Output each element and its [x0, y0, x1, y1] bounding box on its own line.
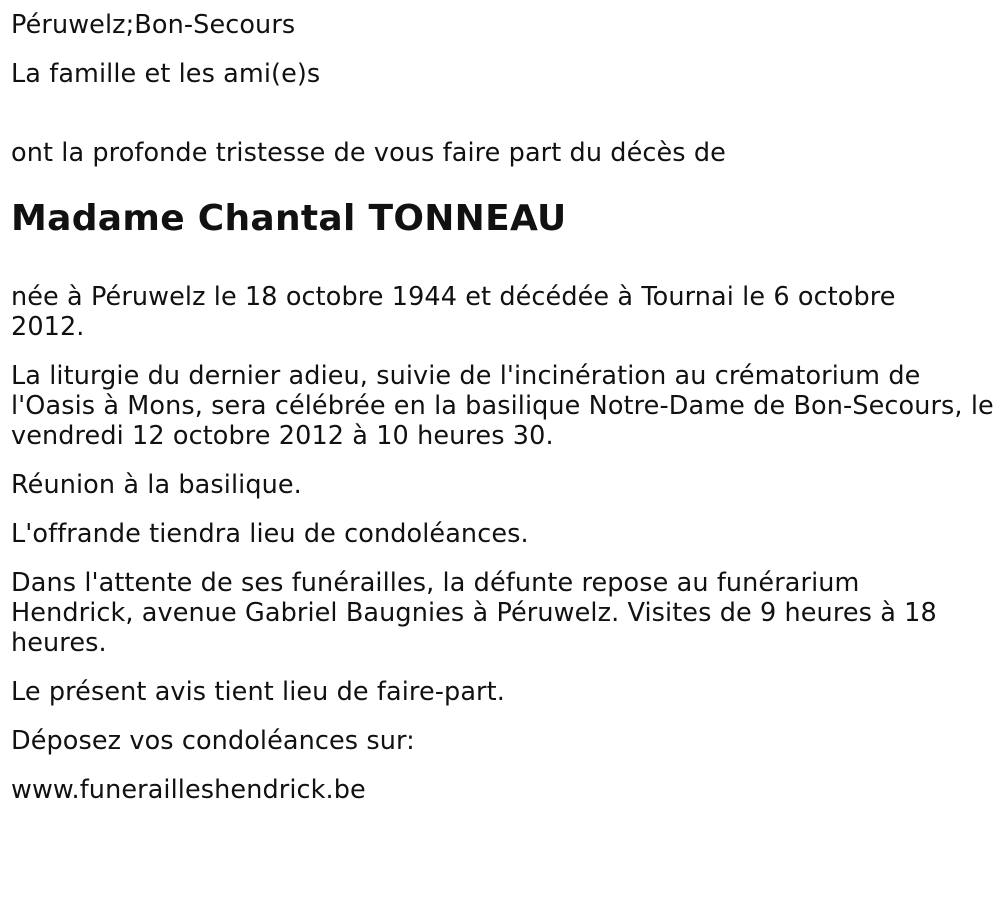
- birth-death-paragraph: née à Péruwelz le 18 octobre 1944 et décédée à Tournai le 6 octobre 2012.: [11, 282, 896, 342]
- ceremony-paragraph: La liturgie du dernier adieu, suivie de l'incinération au crématorium de l'Oasis à Mons, sera célébrée en la basilique Notre-Dame de Bon-Secours, le vendredi 12 octobre 2012 à 10 heures 30.: [11, 361, 994, 451]
- meeting-line: Réunion à la basilique.: [11, 470, 302, 500]
- website-link[interactable]: www.funerailleshendrick.be: [11, 775, 366, 805]
- location-line: Péruwelz;Bon-Secours: [11, 10, 296, 40]
- notice-statement-line: Le présent avis tient lieu de faire-part.: [11, 677, 505, 707]
- family-line: La famille et les ami(e)s: [11, 59, 321, 89]
- offering-line: L'offrande tiendra lieu de condoléances.: [11, 519, 529, 549]
- funerarium-paragraph: Dans l'attente de ses funérailles, la défunte repose au funérarium Hendrick, avenue Gabriel Baugnies à Péruwelz. Visites de 9 heures à 18 heures.: [11, 568, 937, 658]
- deceased-name-heading: Madame Chantal TONNEAU: [11, 198, 567, 239]
- condolences-prompt-line: Déposez vos condoléances sur:: [11, 726, 415, 756]
- announcement-line: ont la profonde tristesse de vous faire part du décès de: [11, 138, 726, 168]
